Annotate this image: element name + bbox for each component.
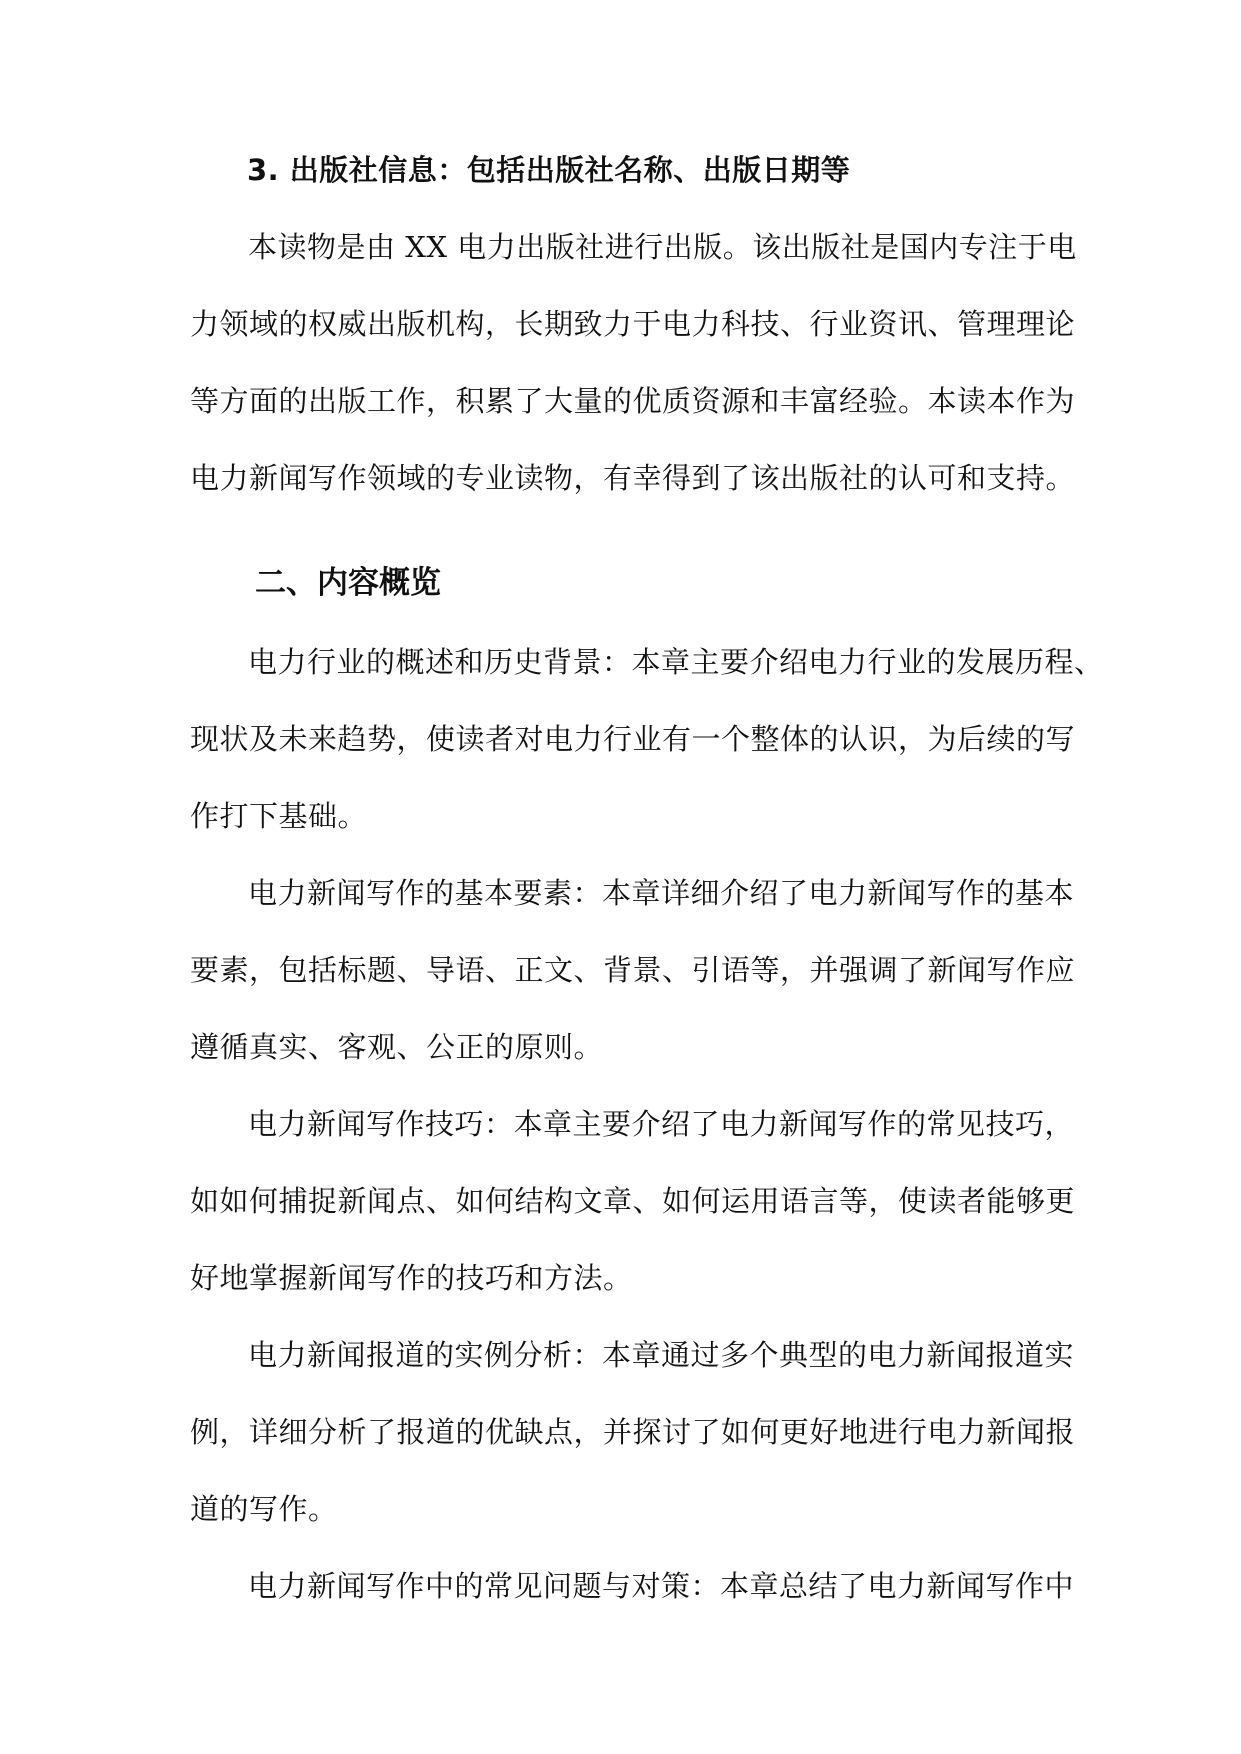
paragraph-line: 本读物是由 XX 电力出版社进行出版。该出版社是国内专注于电 bbox=[248, 230, 1077, 264]
paragraph-line: 电力行业的概述和历史背景：本章主要介绍电力行业的发展历程、 bbox=[248, 645, 1104, 679]
section-3-heading: 3. 出版社信息：包括出版社名称、出版日期等 bbox=[247, 153, 851, 187]
overview-paragraph-5 bbox=[190, 1548, 1075, 1625]
overview-paragraph-4 bbox=[190, 1317, 1076, 1548]
paragraph-line: 道的写作。 bbox=[190, 1492, 338, 1526]
overview-paragraph-1 bbox=[190, 624, 1104, 855]
paragraph-line: 现状及未来趋势，使读者对电力行业有一个整体的认识，为后续的写 bbox=[190, 722, 1076, 756]
paragraph-line: 电力新闻写作的基本要素：本章详细介绍了电力新闻写作的基本 bbox=[248, 876, 1075, 910]
content-overview-heading: 二、内容概览 bbox=[255, 565, 441, 601]
paragraph-line: 力领域的权威出版机构，长期致力于电力科技、行业资讯、管理理论 bbox=[190, 307, 1076, 341]
overview-paragraph-3 bbox=[190, 1086, 1076, 1317]
paragraph-line: 例，详细分析了报道的优缺点，并探讨了如何更好地进行电力新闻报 bbox=[190, 1415, 1076, 1449]
paragraph-line: 遵循真实、客观、公正的原则。 bbox=[190, 1030, 604, 1064]
paragraph-line: 等方面的出版工作，积累了大量的优质资源和丰富经验。本读本作为 bbox=[190, 384, 1076, 418]
paragraph-line: 电力新闻写作中的常见问题与对策：本章总结了电力新闻写作中 bbox=[248, 1569, 1075, 1603]
paragraph-line: 作打下基础。 bbox=[190, 799, 368, 833]
section-3-heading-block bbox=[190, 132, 1060, 209]
paragraph-line: 要素，包括标题、导语、正文、背景、引语等，并强调了新闻写作应 bbox=[190, 953, 1076, 987]
paragraph-line: 电力新闻写作技巧：本章主要介绍了电力新闻写作的常见技巧， bbox=[248, 1107, 1075, 1141]
paragraph-line: 电力新闻报道的实例分析：本章通过多个典型的电力新闻报道实 bbox=[248, 1338, 1075, 1372]
paragraph-line: 电力新闻写作领域的专业读物，有幸得到了该出版社的认可和支持。 bbox=[190, 461, 1076, 495]
overview-paragraph-2 bbox=[190, 855, 1076, 1086]
paragraph-line: 好地掌握新闻写作的技巧和方法。 bbox=[190, 1261, 633, 1295]
section-3-paragraph bbox=[190, 209, 1077, 517]
paragraph-line: 如如何捕捉新闻点、如何结构文章、如何运用语言等，使读者能够更 bbox=[190, 1184, 1076, 1218]
